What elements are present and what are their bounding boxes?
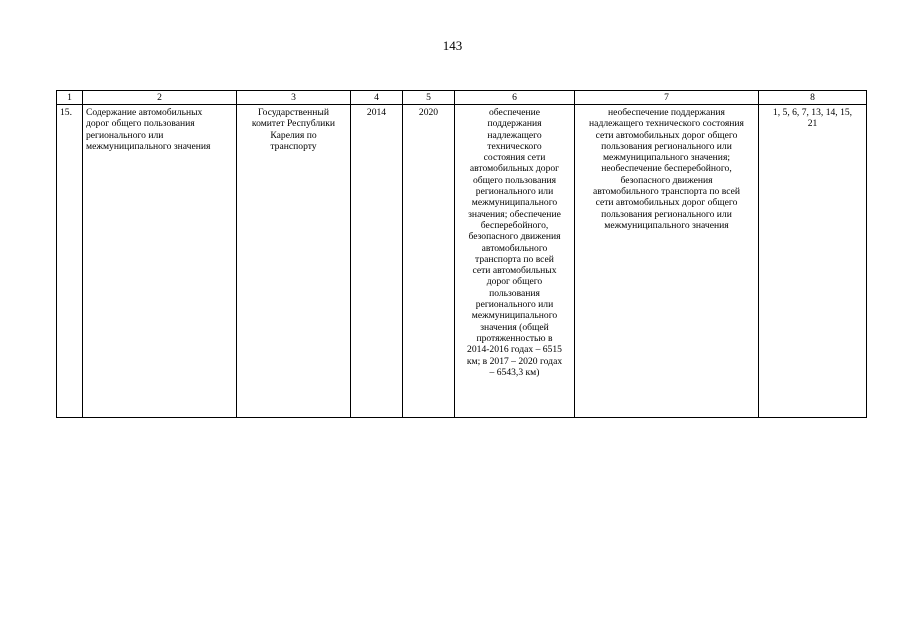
expected-result-cell: обеспечение поддержания надлежащего технического состояния сети автомобильных дорог общего пользования регионального или межмуниципального значения; обеспечение бесперебойного, безопасного движения автомобильного транспорта по всей сети автомобильных дорог общего пользования регионального или межмуниципального значения (общей протяженностью в 2014-2016 годах – 6515 км; в 2017 – 2020 годах – 6543,3 км) [455, 105, 575, 418]
header-cell-4: 4 [351, 91, 403, 105]
row-number-cell: 15. [57, 105, 83, 418]
consequences-cell: необеспечение поддержания надлежащего технического состояния сети автомобильных дорог общего пользования регионального или межмуниципального значения; необеспечение бесперебойного, безопасного движения автомобильного транспорта по всей сети автомобильных дорог общего пользования регионального или межмуниципального значения [575, 105, 759, 418]
header-cell-8: 8 [759, 91, 867, 105]
header-cell-5: 5 [403, 91, 455, 105]
header-cell-2: 2 [83, 91, 237, 105]
end-year-cell: 2020 [403, 105, 455, 418]
table-header-row [57, 91, 867, 105]
page-number: 143 [442, 38, 463, 53]
program-activities-table [56, 90, 867, 418]
header-cell-7: 7 [575, 91, 759, 105]
header-cell-6: 6 [455, 91, 575, 105]
indicators-cell: 1, 5, 6, 7, 13, 14, 15, 21 [759, 105, 867, 418]
header-cell-1: 1 [57, 91, 83, 105]
table-row [57, 105, 867, 418]
activity-name-cell: Содержание автомобильных дорог общего пользования регионального или межмуниципального значения [83, 105, 237, 418]
executor-cell: Государственный комитет Республики Карелия по транспорту [237, 105, 351, 418]
start-year-cell: 2014 [351, 105, 403, 418]
header-cell-3: 3 [237, 91, 351, 105]
